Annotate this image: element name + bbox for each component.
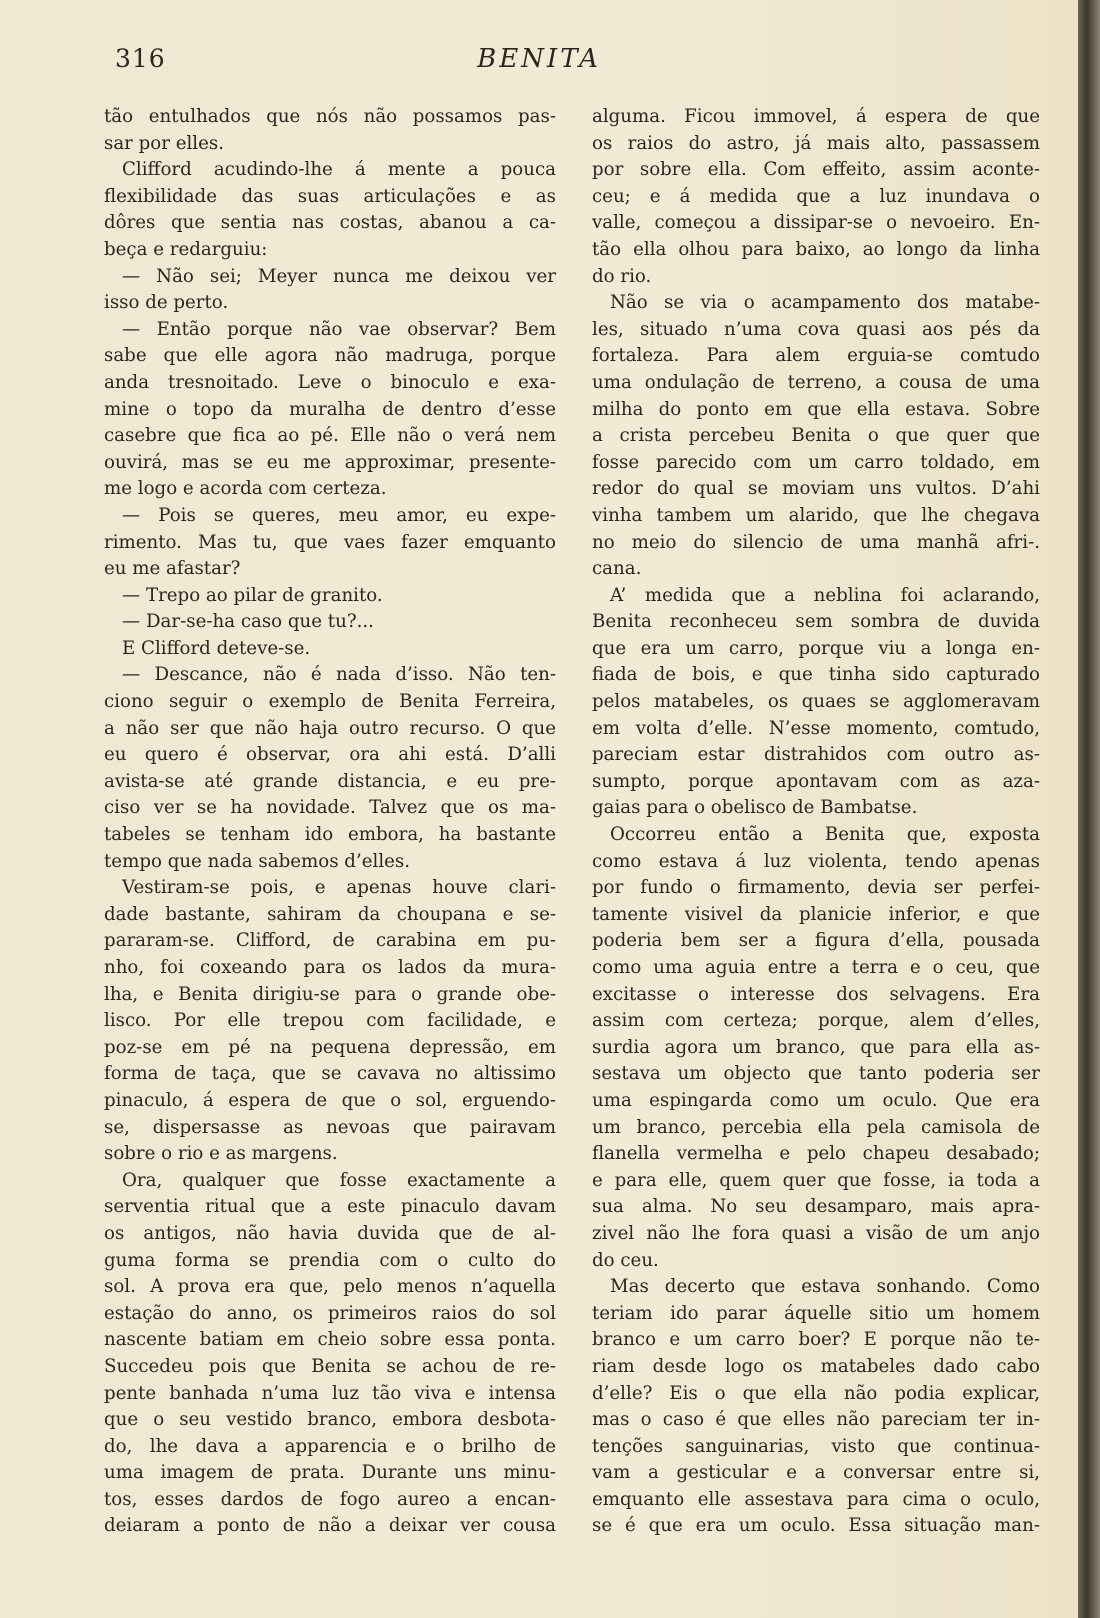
text-line: se, dispersasse as nevoas que pairavam [104,1116,556,1138]
page-header [0,44,1078,84]
text-line: nascente batiam em cheio sobre essa ponta. [104,1329,556,1351]
text-line: sar por elles. [104,132,224,154]
text-line: a crista percebeu Benita o que quer que [592,425,1040,447]
text-line: e para elle, quem quer que fosse, ia toda a [592,1169,1040,1191]
running-title: BENITA [477,44,601,74]
text-line: milha do ponto em que ella estava. Sobre [592,398,1040,420]
text-line: ciono seguir o exemplo de Benita Ferreira, [104,691,556,713]
text-line: pente banhada n’uma luz tão viva e intensa [104,1382,556,1404]
text-line: beça e redarguiu: [104,238,268,260]
text-line: deiaram a ponto de não a deixar ver cousa [104,1515,556,1537]
text-line: cana. [592,558,642,580]
text-line: riam desde logo os matabeles dado cabo [592,1355,1040,1377]
text-line: estação do anno, os primeiros raios do sol [104,1302,556,1324]
left-text-column [104,104,556,1540]
text-line: serventia ritual que a este pinaculo davam [104,1196,556,1218]
text-line: como estava á luz violenta, tendo apenas [592,850,1040,872]
text-line: — Dar-se-ha caso que tu?... [122,611,374,633]
text-line: assim com certeza; porque, alem d’elles, [592,1010,1040,1032]
text-line: A’ medida que a neblina foi aclarando, [610,584,1040,606]
text-line: vinha tambem um alarido, que lhe chegava [592,504,1040,526]
text-line: avista-se até grande distancia, e eu pre- [104,770,556,792]
text-line: gaias para o obelisco de Bambatse. [592,797,918,819]
text-line: surdia agora um branco, que para ella as- [592,1036,1040,1058]
text-line: alguma. Ficou immovel, á espera de que [592,106,1040,127]
text-line: sestava um objecto que tanto poderia ser [592,1063,1040,1085]
text-line: Benita reconheceu sem sombra de duvida [592,611,1040,633]
text-line: Não se via o acampamento dos matabe- [610,292,1040,314]
text-line: redor do qual se moviam uns vultos. D’ahi [592,478,1040,500]
text-line: — Descance, não é nada d’isso. Não ten- [122,664,556,686]
text-line: branco e um carro boer? E porque não te- [592,1329,1040,1351]
text-line: os raios do astro, já mais alto, passassem [592,132,1040,154]
text-line: por fundo o firmamento, devia ser perfei- [592,877,1040,899]
text-line: os antigos, não havia duvida que de al- [104,1222,556,1244]
text-line: flexibilidade das suas articulações e as [104,185,556,207]
text-line: sumpto, porque apontavam com as aza- [592,770,1040,792]
text-line: eu me afastar? [104,558,241,580]
text-line: casebre que fica ao pé. Elle não o verá nem [104,425,556,447]
text-line: pararam-se. Clifford, de carabina em pu- [104,930,556,952]
text-line: mas o caso é que elles não pareciam ter in- [592,1409,1040,1431]
text-line: um branco, percebia ella pela camisola de [592,1116,1040,1138]
text-line: Ora, qualquer que fosse exactamente a [122,1169,556,1191]
text-line: sua alma. No seu desamparo, mais apra- [592,1196,1040,1218]
text-line: anda tresnoitado. Leve o binoculo e exa- [104,371,556,393]
text-line: Mas decerto que estava sonhando. Como [610,1276,1040,1298]
text-line: les, situado n’uma cova quasi aos pés da [592,318,1040,340]
text-line: tão ella olhou para baixo, ao longo da linha [592,238,1040,260]
text-line: fortaleza. Para alem erguia-se comtudo [592,345,1040,367]
text-line: flanella vermelha e pelo chapeu desabado; [592,1143,1040,1165]
text-line: tão entulhados que nós não possamos pas- [104,106,556,127]
page-number: 316 [115,44,166,73]
text-line: ciso ver se ha novidade. Talvez que os ma- [104,797,556,819]
text-line: isso de perto. [104,292,229,314]
text-line: do rio. [592,265,652,287]
text-line: uma ondulação de terreno, a cousa de uma [592,371,1040,393]
text-line: em volta d’elle. N’esse momento, comtudo, [592,717,1040,739]
text-line: a não ser que não haja outro recurso. O que [104,717,556,739]
text-line: poderia bem ser a figura d’ella, pousada [592,930,1040,952]
text-line: pinaculo, á espera de que o sol, erguendo- [104,1089,556,1111]
text-line: E Clifford deteve-se. [122,637,311,659]
text-line: d’elle? Eis o que ella não podia explicar, [592,1382,1040,1404]
text-line: Vestiram-se pois, e apenas houve clari- [122,877,556,899]
text-line: sol. A prova era que, pelo menos n’aquella [104,1276,556,1298]
text-line: por sobre ella. Com effeito, assim aconte- [592,159,1040,181]
text-line: guma forma se prendia com o culto do [104,1249,556,1271]
text-line: emquanto elle assestava para cima o oculo, [592,1488,1040,1510]
text-line: vam a gesticular e a conversar entre si, [592,1462,1040,1484]
text-line: dade bastante, sahiram da choupana e se- [104,903,556,925]
text-line: mine o topo da muralha de dentro d’esse [104,398,556,420]
text-line: lha, e Benita dirigiu-se para o grande obe- [104,983,556,1005]
text-line: que era um carro, porque viu a longa en- [592,637,1040,659]
text-line: teriam ido parar áquelle sitio um homem [592,1302,1040,1324]
text-line: — Então porque não vae observar? Bem [122,318,556,340]
text-line: do ceu. [592,1249,659,1271]
text-line: tabeles se tenham ido embora, ha bastante [104,824,556,846]
text-line: Succedeu pois que Benita se achou de re- [104,1355,556,1377]
right-text-column [592,104,1040,1540]
text-line: do, lhe dava a apparencia e o brilho de [104,1435,556,1457]
text-line: como uma aguia entre a terra e o ceu, que [592,957,1040,978]
text-line: me logo e acorda com certeza. [104,478,387,500]
text-line: valle, começou a dissipar-se o nevoeiro. En- [592,212,1040,234]
text-line: — Trepo ao pilar de granito. [122,584,383,606]
text-line: ouvirá, mas se eu me approximar, presente- [104,451,556,473]
text-line: Clifford acudindo-lhe á mente a pouca [122,159,556,181]
text-line: pelos matabeles, os quaes se agglomeravam [592,691,1040,713]
text-line: pareciam estar distrahidos com outro as- [592,744,1040,766]
text-line: se é que era um oculo. Essa situação man- [592,1515,1040,1537]
text-line: forma de taça, que se cavava no altissimo [104,1063,556,1085]
text-line: Occorreu então a Benita que, exposta [610,824,1040,846]
text-line: eu quero é observar, ora ahi está. D’alli [104,744,556,766]
text-line: uma imagem de prata. Durante uns minu- [104,1462,556,1484]
text-line: rimento. Mas tu, que vaes fazer emquanto [104,531,556,553]
text-line: — Não sei; Meyer nunca me deixou ver [122,265,556,287]
text-line: tamente visivel da planicie inferior, e que [592,903,1040,925]
text-line: tempo que nada sabemos d’elles. [104,850,411,872]
text-line: fosse parecido com um carro toldado, em [592,451,1040,473]
text-line: fiada de bois, e que tinha sido capturado [592,664,1040,686]
text-line: dôres que sentia nas costas, abanou a ca- [104,212,556,234]
text-line: no meio do silencio de uma manhã afri-. [592,531,1040,553]
text-line: ceu; e á medida que a luz inundava o [592,185,1040,207]
text-line: uma espingarda como um oculo. Que era [592,1089,1040,1111]
text-line: lisco. Por elle trepou com facilidade, e [104,1010,556,1032]
text-line: nho, foi coxeando para os lados da mura- [104,957,556,978]
text-line: sobre o rio e as margens. [104,1143,338,1165]
text-line: zivel não lhe fora quasi a visão de um anjo [592,1222,1040,1244]
page-edge-shadow [1078,0,1100,1618]
text-line: tenções sanguinarias, visto que continua- [592,1435,1040,1457]
text-line: sabe que elle agora não madruga, porque [104,345,556,367]
text-line: excitasse o interesse dos selvagens. Era [592,983,1040,1005]
text-line: poz-se em pé na pequena depressão, em [104,1036,556,1058]
text-line: — Pois se queres, meu amor, eu expe- [122,504,556,526]
text-line: que o seu vestido branco, embora desbota- [104,1409,556,1431]
text-line: tos, esses dardos de fogo aureo a encan- [104,1488,556,1510]
